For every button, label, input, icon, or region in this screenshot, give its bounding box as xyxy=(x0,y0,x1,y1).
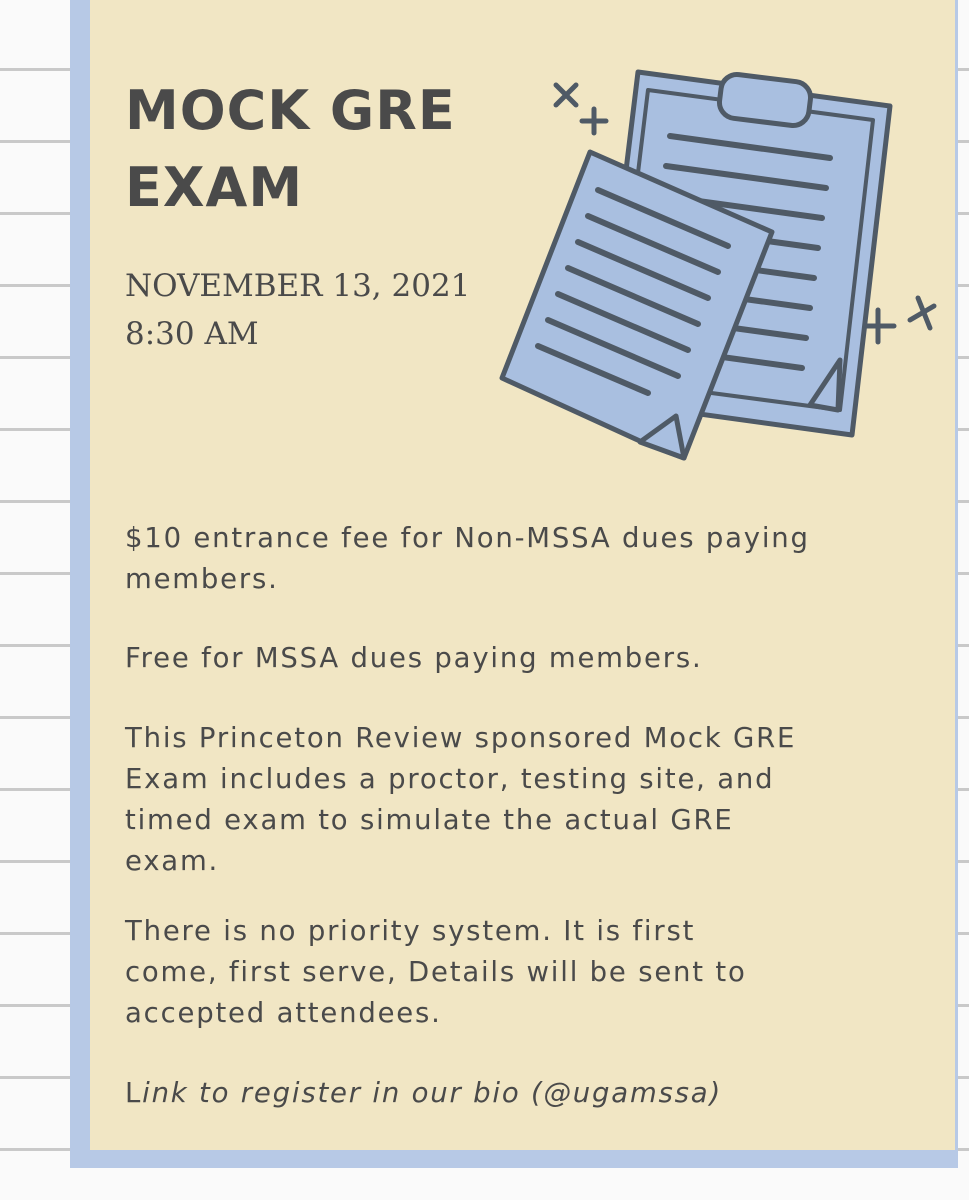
register-link-paragraph xyxy=(125,1073,865,1114)
page-title xyxy=(125,72,456,226)
text-line: come, first serve, Details will be sent to xyxy=(125,956,747,988)
text-line: accepted attendees. xyxy=(125,997,442,1029)
link-text: ink to register in our bio (@ugamssa) xyxy=(142,1077,722,1109)
text-line: members. xyxy=(125,563,279,595)
link-first-char: L xyxy=(125,1077,143,1109)
event-date: NOVEMBER 13, 2021 xyxy=(125,268,471,304)
title-line-2: EXAM xyxy=(125,156,304,219)
text-line: There is no priority system. It is first xyxy=(125,915,696,947)
clipboard-documents-icon xyxy=(480,60,950,470)
priority-paragraph xyxy=(125,911,865,1034)
free-members-paragraph xyxy=(125,638,865,679)
text-line: Free for MSSA dues paying members. xyxy=(125,642,703,674)
title-line-1: MOCK GRE xyxy=(125,79,456,142)
text-line: $10 entrance fee for Non-MSSA dues paying xyxy=(125,522,810,554)
text-line: This Princeton Review sponsored Mock GRE xyxy=(125,722,797,754)
event-time: 8:30 AM xyxy=(125,316,259,352)
text-line: timed exam to simulate the actual GRE xyxy=(125,804,734,836)
description-paragraph xyxy=(125,718,865,882)
entrance-fee-paragraph xyxy=(125,518,865,600)
text-line: Exam includes a proctor, testing site, and xyxy=(125,763,775,795)
text-line: exam. xyxy=(125,845,220,877)
